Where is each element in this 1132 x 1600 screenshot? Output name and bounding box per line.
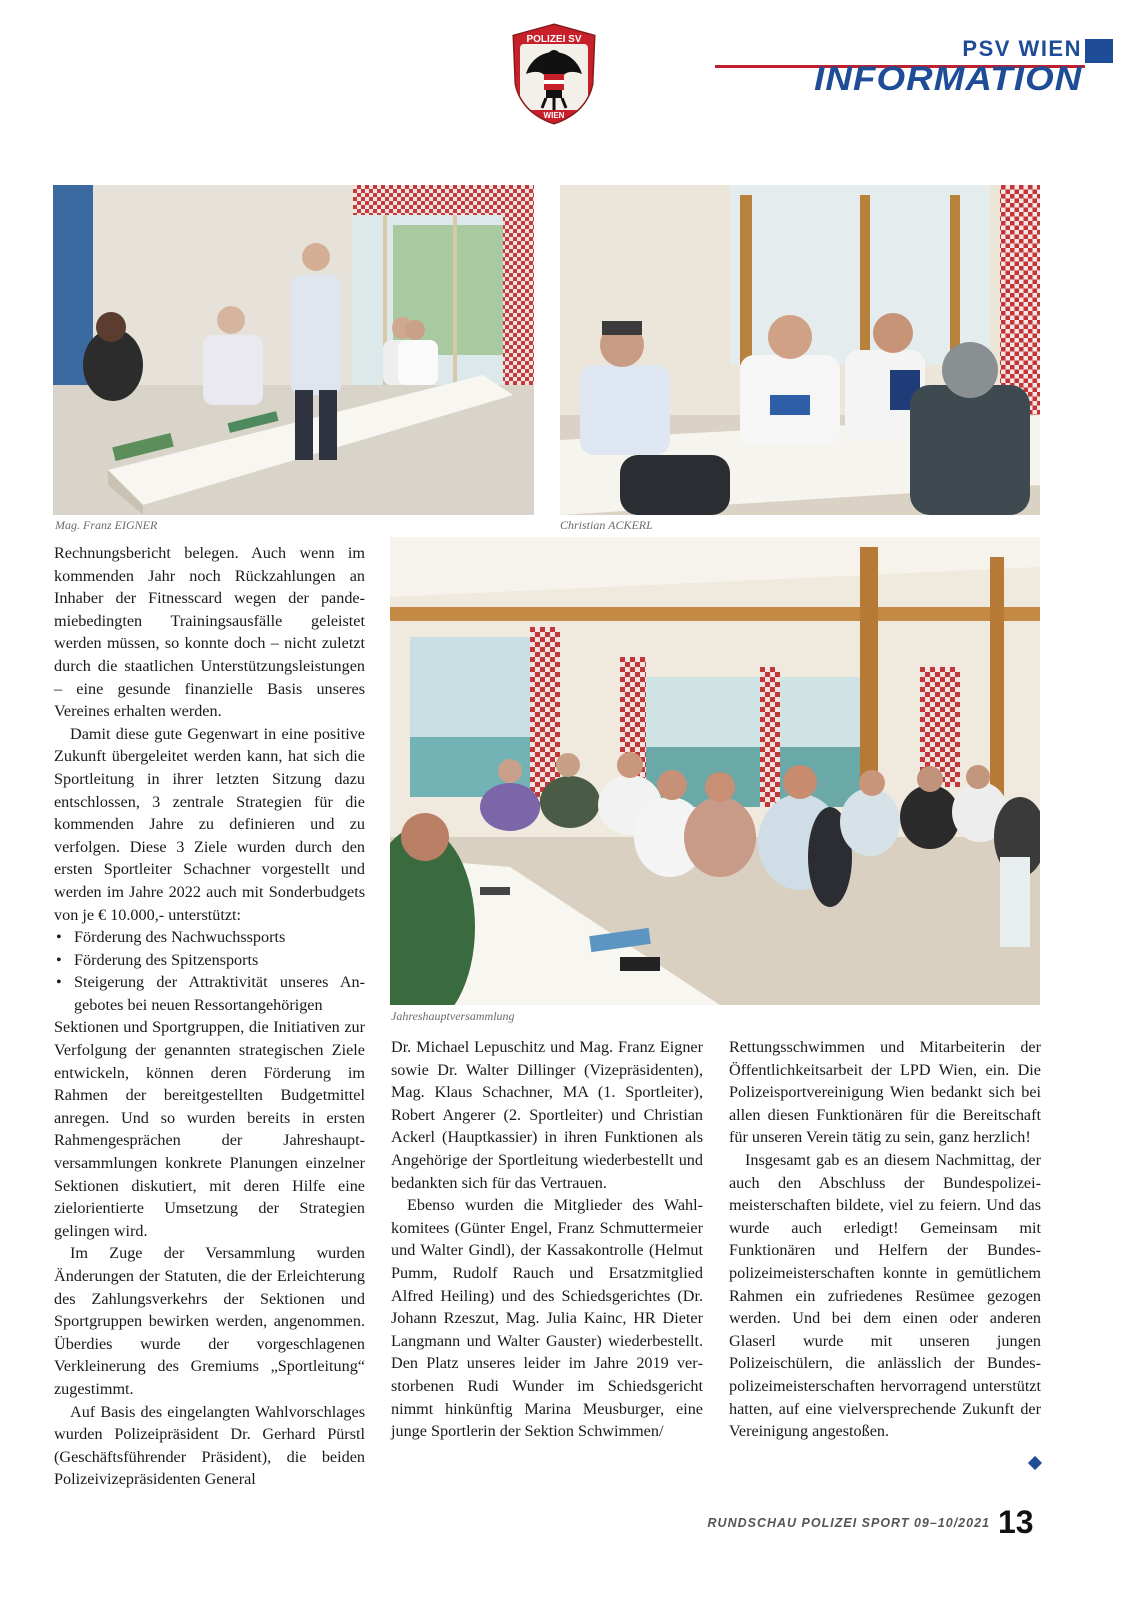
header-accent-box	[1085, 39, 1113, 63]
col2-paragraph-2: Ebenso wurden die Mitglieder des Wahlkomitees (Günter Engel, Franz Schmuttermeier und Walter Gindl), der Kassakontrolle (Helmut Pumm, Rudolf Rauch und Ersatzmitglied Alfred Heiling) und des Schiedsgerichtes (Dr. Johann Rzeszut, Mag. Julia Kainc, HR Dieter Langmann und Walter Gauster) wiederbestellt. Den Platz unseres leider im Jahre 2019 verstorbenen Rudi Wunder im Schiedsgericht nimmt hinkünftig Marina Meusburger, eine junge Sportlerin der Sektion Schwimmen/	[391, 1196, 703, 1441]
col1-paragraph-4: Im Zuge der Versammlung wurden Änderungen der Statuten, die der Erleichterung des Zahlungsverkehrs der Sektionen und Sportgruppen bewirken werden, angenommen. Überdies wurde der vorgeschlagenen Verkleinerung des Gremiums „Sportleitung“ zugestimmt.	[54, 1244, 365, 1398]
col1-paragraph-3: Sektionen und Sportgruppen, die Initiativen zur Verfolgung der genannten strategischen Ziele entwickeln, können deren Förderung im Rahmen der bereitgestellten Budgetmittel anregen. Und so wurden bereits in ersten Rahmengesprächen der Jahreshauptversammlungen konkrete Planungen einzelner Sektionen diskutiert, mit deren Hilfe eine zielorientierte Umsetzung der Strategien gelingen wird.	[54, 1018, 365, 1240]
photo3-caption: Jahreshauptversammlung	[391, 1009, 515, 1023]
col3-paragraph-2: Insgesamt gab es an diesem Nachmittag, der auch den Abschluss der Bundespolizeimeisterschaften bildete, viel zu feiern. Und das wurde auch erledigt! Gemeinsam mit Funktionären und Helfern der Bundespolizeimeisterschaften konnte in gemütlichem Rahmen ein zufriedenes Resümee gezogen werden. Und bei dem einen oder anderen Glaserl wurde mit unseren jungen Polizeischülern, die anlässlich der Bundespolizeimeisterschaften hervorragend unterstützt hatten, auf eine vielversprechende Zukunft der Vereinigung angestoßen.	[729, 1150, 1041, 1441]
text-column-2	[391, 1036, 703, 1443]
logo-text-bottom: WIEN	[543, 111, 565, 120]
strategy-item-2: • Förderung des Spitzensports	[54, 949, 365, 972]
photo-franz-eigner	[53, 185, 534, 515]
text-column-1	[54, 542, 365, 1491]
photo-jahreshauptversammlung	[390, 537, 1040, 1005]
logo-text-top: POLIZEI SV	[526, 34, 582, 45]
page-number: 13	[998, 1504, 1034, 1540]
col1-paragraph-2: Damit diese gute Gegenwart in eine positive Zukunft übergeleitet werden kann, hat sich die Sportleitung in ihrer letzten Sitzung dazu entschlossen, 3 zentrale Strategien für die kommenden Jahre zu definieren und zu verfolgen. Diese 3 Ziele wurden durch den ersten Sportleiter Schachner vorgestellt und werden im Jahre 2022 auch mit Sonderbudgets von je € 10.000,- unterstützt:	[54, 724, 365, 924]
col2-paragraph-1: Dr. Michael Lepuschitz und Mag. Franz Eigner sowie Dr. Walter Dillinger (Vizepräsidenten), Mag. Klaus Schachner, MA (1. Sportleiter), Robert Angerer (2. Sportleiter) und Christian Ackerl (Hauptkassier) in ihren Funktionen als Angehörige der Sportleitung wiederbestellt und bedankten sich für das Vertrauen.	[391, 1038, 703, 1192]
photo2-caption: Christian ACKERL	[560, 518, 653, 532]
strategy-item-3: • Steigerung der Attraktivität unseres Angebotes bei neuen Ressortangehörigen	[54, 971, 365, 1016]
col3-paragraph-1: Rettungsschwimmen und Mitarbeiterin der Öffentlichkeitsarbeit der LPD Wien, ein. Die Polizeisportvereinigung Wien bedankt sich bei allen diesen Funktionären für die Bereitschaft für unseren Verein tätig zu sein, ganz herzlich!	[729, 1038, 1041, 1147]
club-logo	[506, 22, 602, 126]
photo1-caption: Mag. Franz EIGNER	[55, 518, 158, 532]
col1-paragraph-5: Auf Basis des eingelangten Wahlvorschlages wurden Polizeipräsident Dr. Gerhard Pürstl (Geschäftsführender Präsident), die beiden Polizeivizepräsidenten General	[54, 1402, 365, 1489]
header-section-small: PSV WIEN	[962, 36, 1082, 61]
photo-christian-ackerl	[560, 185, 1040, 515]
strategy-list	[54, 926, 365, 1016]
strategy-item-1: • Förderung des Nachwuchssports	[54, 926, 365, 949]
header-section-title: INFORMATION	[813, 60, 1082, 98]
text-column-3	[729, 1036, 1041, 1443]
col1-paragraph-1: Rechnungsbericht belegen. Auch wenn im kommenden Jahr noch Rückzahlungen an Inhaber der Fitnesscard wegen der pandemiebedingten Trainingsausfälle geleistet werden müssen, so konnte doch – nicht zuletzt durch die staatlichen Unterstützungsleistungen – eine gesunde finanzielle Basis unseres Vereines erhalten werden.	[54, 544, 365, 721]
article-end-diamond-icon	[1028, 1456, 1042, 1470]
footer-publication: RUNDSCHAU POLIZEI SPORT 09–10/2021	[707, 1516, 990, 1530]
